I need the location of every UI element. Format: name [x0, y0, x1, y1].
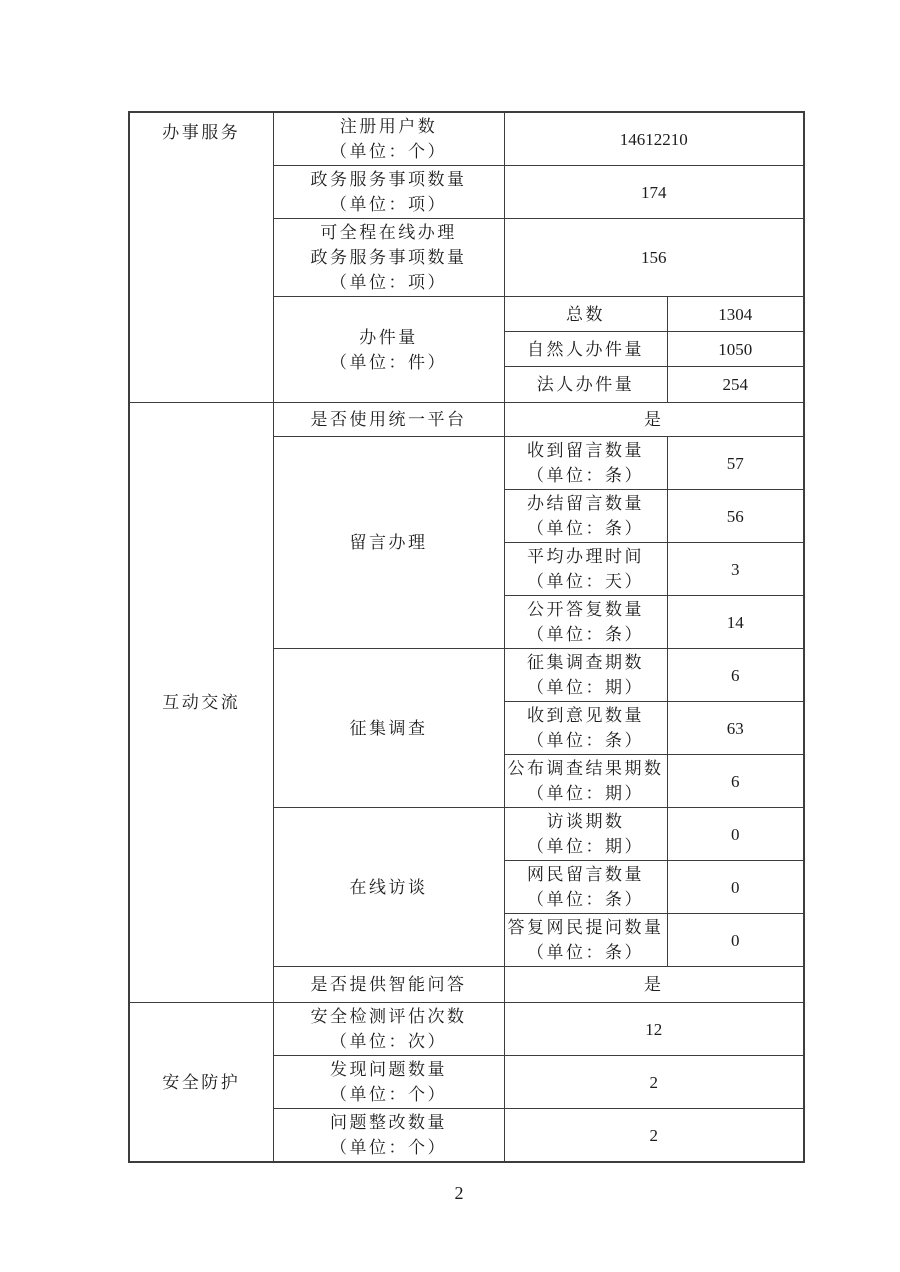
page-number: 2 [454, 1183, 464, 1203]
value-case-total [667, 297, 804, 332]
value-problems-rectified-line: 2 [649, 1125, 658, 1145]
value-smart-qa [504, 967, 804, 1003]
label-messages-received-line: （单位：条） [527, 466, 644, 485]
label-service-items-count-line: 政务服务事项数量 [310, 170, 467, 189]
value-public-replies-line: 14 [726, 612, 744, 632]
label-survey-periods-line: 征集调查期数 [527, 653, 644, 672]
label-netizen-messages-line: （单位：条） [527, 890, 644, 909]
value-security-assessments [504, 1003, 804, 1056]
label-unified-platform [273, 403, 504, 437]
label-interview-periods-line: 访谈期数 [546, 812, 625, 831]
value-interview-periods-line: 0 [731, 824, 740, 844]
category-security [129, 1003, 273, 1163]
value-legal-person-cases-line: 254 [722, 375, 748, 394]
label-problems-found-line: （单位：个） [330, 1085, 447, 1104]
report-table [128, 111, 805, 1163]
value-netizen-messages [667, 861, 804, 914]
label-netizen-messages [504, 861, 667, 914]
value-smart-qa-line: 是 [644, 975, 664, 994]
value-registered-users-line: 14612210 [619, 129, 688, 149]
label-survey-periods [504, 649, 667, 702]
label-survey-results-published [504, 755, 667, 808]
value-netizen-questions-answered-line: 0 [731, 930, 740, 950]
group-online-interviews-line: 在线访谈 [349, 877, 428, 897]
group-message-handling-line: 留言办理 [349, 533, 428, 552]
value-service-items-count-line: 174 [641, 182, 667, 202]
label-netizen-questions-answered-line: （单位：条） [527, 943, 644, 962]
value-full-online-service-items-line: 156 [641, 248, 667, 267]
label-messages-completed [504, 490, 667, 543]
label-messages-completed-line: （单位：条） [527, 519, 644, 538]
value-avg-handling-time-line: 3 [731, 559, 740, 579]
label-unified-platform-line: 是否使用统一平台 [310, 410, 467, 429]
label-messages-received [504, 437, 667, 490]
label-case-total-line: 总数 [566, 304, 605, 324]
value-full-online-service-items [504, 219, 804, 297]
category-interaction-line: 互动交流 [162, 693, 241, 712]
label-problems-rectified [273, 1109, 504, 1163]
label-opinions-received-line: 收到意见数量 [527, 706, 644, 725]
table-row [129, 112, 804, 166]
label-public-replies-line: （单位：条） [527, 625, 644, 644]
label-survey-periods-line: （单位：期） [527, 678, 644, 697]
value-unified-platform-line: 是 [644, 410, 664, 429]
value-case-total-line: 1304 [718, 304, 753, 324]
category-office-services [129, 112, 273, 403]
value-registered-users [504, 112, 804, 166]
label-security-assessments [273, 1003, 504, 1056]
value-problems-found-line: 2 [649, 1072, 658, 1092]
value-security-assessments-line: 12 [645, 1019, 663, 1039]
label-problems-rectified-line: （单位：个） [330, 1138, 447, 1157]
label-opinions-received [504, 702, 667, 755]
label-interview-periods-line: （单位：期） [527, 837, 644, 856]
value-netizen-questions-answered [667, 914, 804, 967]
value-messages-received-line: 57 [726, 453, 744, 473]
group-case-volume-line: （单位：件） [330, 352, 447, 372]
value-opinions-received-line: 63 [726, 718, 744, 738]
label-problems-found [273, 1056, 504, 1109]
group-message-handling [273, 437, 504, 649]
value-opinions-received [667, 702, 804, 755]
label-problems-rectified-line: 问题整改数量 [330, 1113, 447, 1132]
value-problems-found [504, 1056, 804, 1109]
value-netizen-messages-line: 0 [731, 877, 740, 897]
value-public-replies [667, 596, 804, 649]
value-messages-completed [667, 490, 804, 543]
group-case-volume-line: 办件量 [359, 327, 418, 347]
label-case-total [504, 297, 667, 332]
category-security-line: 安全防护 [162, 1072, 241, 1092]
group-online-interviews [273, 808, 504, 967]
label-survey-results-published-line: （单位：期） [527, 784, 644, 803]
group-solicitation-survey-line: 征集调查 [349, 718, 428, 738]
label-public-replies [504, 596, 667, 649]
label-security-assessments-line: 安全检测评估次数 [310, 1007, 467, 1026]
label-service-items-count-line: （单位：项） [330, 195, 447, 214]
label-smart-qa [273, 967, 504, 1003]
value-avg-handling-time [667, 543, 804, 596]
category-office-services-line: 办事服务 [162, 123, 241, 142]
value-natural-person-cases-line: 1050 [718, 339, 753, 359]
label-legal-person-cases [504, 367, 667, 403]
label-natural-person-cases [504, 332, 667, 367]
label-avg-handling-time-line: 平均办理时间 [527, 547, 644, 566]
value-natural-person-cases [667, 332, 804, 367]
value-messages-completed-line: 56 [726, 506, 744, 526]
label-messages-received-line: 收到留言数量 [527, 441, 644, 460]
label-legal-person-cases-line: 法人办件量 [536, 375, 635, 394]
value-survey-results-published [667, 755, 804, 808]
category-interaction [129, 403, 273, 1003]
label-registered-users [273, 112, 504, 166]
label-full-online-service-items-line: 政务服务事项数量 [310, 248, 467, 267]
label-public-replies-line: 公开答复数量 [527, 600, 644, 619]
label-survey-results-published-line: 公布调查结果期数 [507, 759, 664, 778]
label-opinions-received-line: （单位：条） [527, 731, 644, 750]
label-smart-qa-line: 是否提供智能问答 [310, 975, 467, 994]
label-security-assessments-line: （单位：次） [330, 1032, 447, 1051]
value-legal-person-cases [667, 367, 804, 403]
value-service-items-count [504, 166, 804, 219]
report-table-body [129, 112, 804, 1162]
label-avg-handling-time-line: （单位：天） [527, 572, 644, 591]
label-avg-handling-time [504, 543, 667, 596]
label-full-online-service-items [273, 219, 504, 297]
group-case-volume [273, 297, 504, 403]
label-netizen-messages-line: 网民留言数量 [527, 865, 644, 884]
label-full-online-service-items-line: （单位：项） [330, 273, 447, 292]
group-solicitation-survey [273, 649, 504, 808]
value-survey-results-published-line: 6 [731, 771, 740, 791]
table-row [129, 1003, 804, 1056]
table-row [129, 403, 804, 437]
value-messages-received [667, 437, 804, 490]
label-interview-periods [504, 808, 667, 861]
label-registered-users-line: 注册用户数 [339, 117, 438, 136]
label-natural-person-cases-line: 自然人办件量 [527, 339, 644, 359]
label-netizen-questions-answered [504, 914, 667, 967]
value-unified-platform [504, 403, 804, 437]
label-full-online-service-items-line: 可全程在线办理 [320, 223, 457, 242]
label-problems-found-line: 发现问题数量 [330, 1060, 447, 1079]
value-survey-periods-line: 6 [731, 665, 740, 685]
value-problems-rectified [504, 1109, 804, 1163]
label-netizen-questions-answered-line: 答复网民提问数量 [507, 918, 664, 937]
label-service-items-count [273, 166, 504, 219]
value-interview-periods [667, 808, 804, 861]
label-messages-completed-line: 办结留言数量 [527, 494, 644, 513]
label-registered-users-line: （单位：个） [330, 142, 447, 161]
value-survey-periods [667, 649, 804, 702]
